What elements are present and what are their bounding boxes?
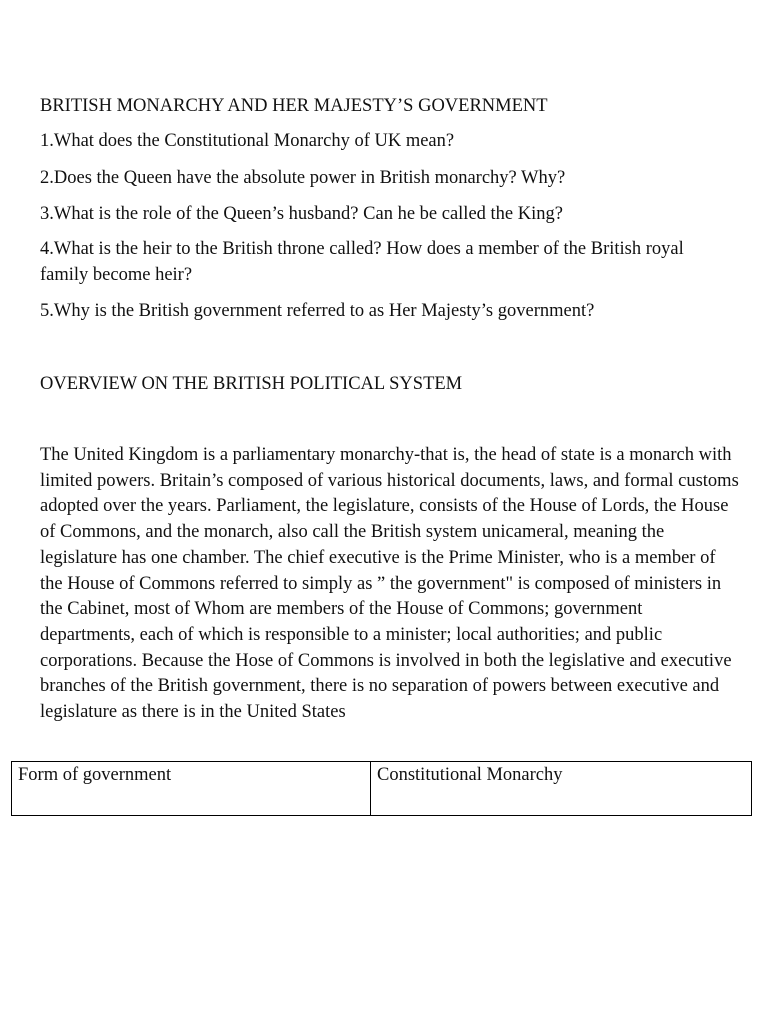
question-3: 3.What is the role of the Queen’s husband? Can he be called the King? [40,204,563,224]
table-row [12,762,752,816]
table-cell-value: Constitutional Monarchy [371,762,752,816]
question-4: 4.What is the heir to the British throne called? How does a member of the British royal family become heir? [40,239,684,285]
overview-paragraph: The United Kingdom is a parliamentary monarchy-that is, the head of state is a monarch with limited powers. Britain’s composed of various historical documents, laws, and formal customs adopted over the years. Parliament, the legislature, consists of the House of Lords, the House of Commons, and the monarch, also call the British system unicameral, meaning the legislature has one chamber. The chief executive is the Prime Minister, who is a member of the House of Commons referred to simply as ” the government" is composed of ministers in the Cabinet, most of Whom are members of the House of Commons; government departments, each of which is responsible to a minister; local authorities; and public corporations. Because the Hose of Commons is involved in both the legislative and executive branches of the British government, there is no separation of powers between executive and legislature as there is in the United States [40,445,739,723]
section-heading-monarchy: BRITISH MONARCHY AND HER MAJESTY’S GOVERNMENT [40,96,548,116]
question-5: 5.Why is the British government referred to as Her Majesty’s government? [40,301,595,321]
question-1: 1.What does the Constitutional Monarchy of UK mean? [40,131,455,151]
section-heading-political-system: OVERVIEW ON THE BRITISH POLITICAL SYSTEM [40,374,463,394]
question-2: 2.Does the Queen have the absolute power in British monarchy? Why? [40,168,566,188]
government-form-table [11,761,752,816]
table-cell-label: Form of government [12,762,371,816]
